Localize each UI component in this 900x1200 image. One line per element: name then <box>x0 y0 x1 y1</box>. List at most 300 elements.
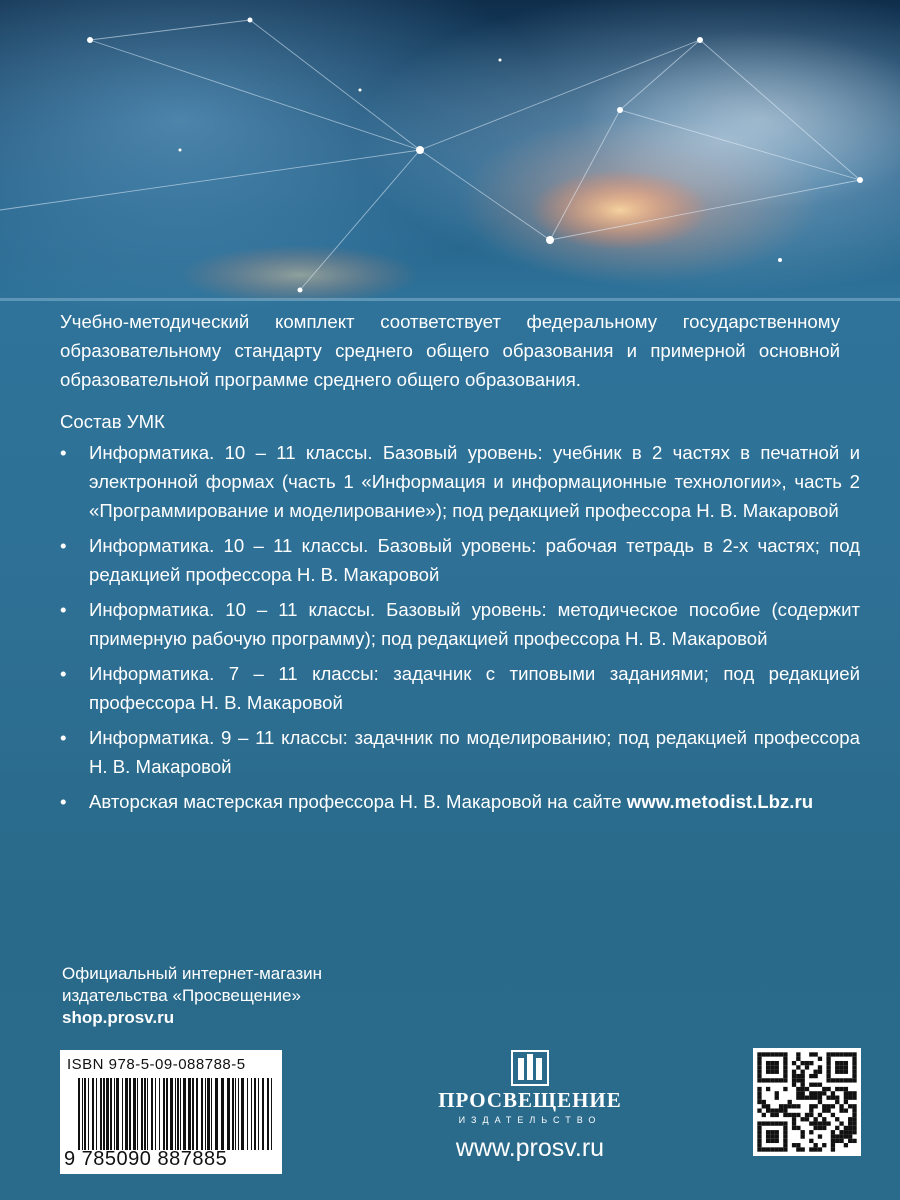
qr-module <box>805 1087 809 1091</box>
qr-module <box>809 1108 813 1112</box>
barcode-bar <box>262 1078 264 1150</box>
barcode-bar <box>241 1078 244 1150</box>
qr-module <box>770 1065 774 1069</box>
qr-module <box>775 1108 779 1112</box>
barcode-bar <box>251 1078 252 1150</box>
qr-module <box>757 1147 761 1151</box>
barcode-bar <box>151 1078 153 1150</box>
qr-module <box>757 1143 761 1147</box>
qr-module <box>762 1078 766 1082</box>
qr-module <box>818 1134 822 1138</box>
qr-module <box>813 1052 817 1056</box>
qr-module <box>783 1134 787 1138</box>
qr-module <box>775 1091 779 1095</box>
qr-module <box>783 1126 787 1130</box>
umk-item-text: Информатика. 10 – 11 классы. Базовый уровень: учебник в 2 частях в печатной и электронной формах (часть 1 «Информация и информационные технологии», часть 2 «Программирование и моделирование»); под редакцией профессора Н. В. Макаровой <box>89 442 860 521</box>
barcode-bar <box>116 1078 119 1150</box>
qr-module <box>813 1104 817 1108</box>
qr-module <box>839 1052 843 1056</box>
bullet-icon: • <box>60 599 67 620</box>
umk-item-text: Информатика. 10 – 11 классы. Базовый уровень: рабочая тетрадь в 2-х частях; под редакцией профессора Н. В. Макаровой <box>89 535 860 585</box>
qr-module <box>783 1074 787 1078</box>
qr-module <box>813 1091 817 1095</box>
qr-module <box>818 1100 822 1104</box>
qr-module <box>783 1065 787 1069</box>
qr-module <box>839 1130 843 1134</box>
qr-module <box>805 1096 809 1100</box>
qr-module <box>826 1057 830 1061</box>
qr-module <box>852 1104 856 1108</box>
qr-module <box>766 1134 770 1138</box>
qr-module <box>809 1130 813 1134</box>
author-line-text: Авторская мастерская профессора Н. В. Макаровой на сайте <box>89 791 622 812</box>
publisher-logo-icon <box>511 1050 549 1086</box>
qr-module <box>831 1091 835 1095</box>
barcode-bar <box>238 1078 239 1150</box>
qr-module <box>852 1117 856 1121</box>
qr-module <box>783 1121 787 1125</box>
qr-module <box>796 1113 800 1117</box>
qr-module <box>822 1117 826 1121</box>
barcode-bar <box>78 1078 80 1150</box>
qr-module <box>826 1061 830 1065</box>
qr-module <box>813 1126 817 1130</box>
qr-module <box>796 1065 800 1069</box>
barcode-bar <box>103 1078 105 1150</box>
umk-author-line <box>60 787 860 816</box>
umk-item <box>60 531 860 589</box>
qr-module <box>826 1070 830 1074</box>
qr-module <box>813 1083 817 1087</box>
barcode-bar <box>137 1078 138 1150</box>
qr-module <box>844 1052 848 1056</box>
qr-module <box>766 1087 770 1091</box>
qr-module <box>831 1143 835 1147</box>
qr-module <box>822 1091 826 1095</box>
qr-module <box>848 1104 852 1108</box>
qr-module <box>796 1057 800 1061</box>
qr-module <box>835 1100 839 1104</box>
qr-module <box>766 1078 770 1082</box>
qr-module <box>813 1096 817 1100</box>
qr-module <box>818 1147 822 1151</box>
qr-module <box>779 1121 783 1125</box>
qr-module <box>848 1096 852 1100</box>
qr-module <box>762 1052 766 1056</box>
qr-module <box>826 1065 830 1069</box>
qr-module <box>831 1134 835 1138</box>
qr-module <box>796 1074 800 1078</box>
qr-module <box>839 1078 843 1082</box>
qr-module <box>775 1147 779 1151</box>
qr-module <box>770 1052 774 1056</box>
barcode-bar <box>180 1078 181 1150</box>
qr-module <box>757 1061 761 1065</box>
qr-module <box>792 1126 796 1130</box>
umk-title: Состав УМК <box>60 411 165 432</box>
qr-module <box>801 1083 805 1087</box>
qr-module <box>813 1070 817 1074</box>
qr-module <box>852 1096 856 1100</box>
qr-module <box>826 1104 830 1108</box>
qr-module <box>757 1121 761 1125</box>
qr-module <box>852 1078 856 1082</box>
qr-module <box>852 1057 856 1061</box>
qr-module <box>775 1121 779 1125</box>
qr-module <box>757 1096 761 1100</box>
barcode-bar <box>133 1078 136 1150</box>
barcode-bar <box>147 1078 148 1150</box>
qr-module <box>805 1065 809 1069</box>
qr-module <box>844 1078 848 1082</box>
qr-module <box>801 1087 805 1091</box>
qr-module <box>822 1108 826 1112</box>
isbn-digits: 9 785090 887885 <box>64 1148 228 1170</box>
qr-module <box>822 1143 826 1147</box>
qr-module <box>839 1139 843 1143</box>
qr-module <box>801 1061 805 1065</box>
qr-module <box>809 1139 813 1143</box>
barcode-bar <box>205 1078 206 1150</box>
isbn-barcode-box <box>60 1050 282 1174</box>
barcode-bar <box>110 1078 112 1150</box>
qr-module <box>796 1087 800 1091</box>
qr-module <box>762 1121 766 1125</box>
barcode-bar <box>141 1078 143 1150</box>
qr-module <box>835 1087 839 1091</box>
qr-module <box>844 1087 848 1091</box>
barcode-bar <box>271 1078 272 1150</box>
qr-module <box>813 1117 817 1121</box>
qr-module <box>835 1052 839 1056</box>
qr-module <box>762 1100 766 1104</box>
qr-module <box>770 1139 774 1143</box>
qr-module <box>844 1143 848 1147</box>
barcode-bar <box>114 1078 115 1150</box>
qr-module <box>796 1126 800 1130</box>
qr-module <box>809 1091 813 1095</box>
qr-module <box>792 1143 796 1147</box>
qr-module <box>792 1061 796 1065</box>
barcode-bar <box>82 1078 83 1150</box>
qr-module <box>805 1061 809 1065</box>
qr-module <box>848 1091 852 1095</box>
barcode-bar <box>159 1078 160 1150</box>
qr-module <box>783 1108 787 1112</box>
qr-module <box>822 1126 826 1130</box>
shop-info <box>62 963 322 1029</box>
qr-module <box>766 1147 770 1151</box>
qr-module <box>826 1096 830 1100</box>
qr-module <box>801 1070 805 1074</box>
qr-module <box>770 1147 774 1151</box>
qr-module <box>770 1113 774 1117</box>
qr-module <box>852 1070 856 1074</box>
qr-module <box>835 1061 839 1065</box>
qr-module <box>831 1078 835 1082</box>
qr-module <box>779 1078 783 1082</box>
qr-module <box>835 1065 839 1069</box>
qr-module <box>801 1096 805 1100</box>
barcode-bar <box>88 1078 89 1150</box>
qr-module <box>844 1096 848 1100</box>
barcode-bar <box>129 1078 131 1150</box>
barcode-bar <box>163 1078 165 1150</box>
qr-module <box>831 1130 835 1134</box>
qr-module <box>818 1057 822 1061</box>
barcode-bar <box>122 1078 123 1150</box>
qr-module <box>770 1130 774 1134</box>
qr-module <box>801 1134 805 1138</box>
barcode-bar <box>106 1078 109 1150</box>
qr-module <box>839 1108 843 1112</box>
qr-module <box>788 1104 792 1108</box>
barcode-bar <box>177 1078 179 1150</box>
qr-module <box>775 1130 779 1134</box>
intro-paragraph: Учебно-методический комплект соответствует федеральному государственному образовательному стандарту среднего общего образования и примерной основной образовательной программе среднего общего образования. <box>60 311 840 390</box>
qr-module <box>835 1139 839 1143</box>
shop-line-2: издательства «Просвещение» <box>62 986 301 1005</box>
qr-module <box>844 1061 848 1065</box>
qr-module <box>770 1134 774 1138</box>
qr-module <box>792 1070 796 1074</box>
shop-line-1: Официальный интернет-магазин <box>62 964 323 983</box>
qr-module <box>796 1147 800 1151</box>
qr-module <box>844 1070 848 1074</box>
qr-module <box>775 1061 779 1065</box>
qr-module <box>844 1091 848 1095</box>
qr-module <box>779 1052 783 1056</box>
barcode-bar <box>183 1078 186 1150</box>
qr-module <box>757 1074 761 1078</box>
qr-module <box>852 1113 856 1117</box>
qr-module <box>839 1104 843 1108</box>
barcode-bar <box>170 1078 173 1150</box>
qr-module <box>839 1061 843 1065</box>
qr-module <box>839 1070 843 1074</box>
barcode-bar <box>192 1078 194 1150</box>
qr-module <box>848 1126 852 1130</box>
qr-module <box>826 1121 830 1125</box>
qr-module <box>852 1139 856 1143</box>
barcode-bar <box>100 1078 102 1150</box>
qr-module <box>792 1117 796 1121</box>
barcode-bar <box>175 1078 176 1150</box>
barcode-bar <box>125 1078 128 1150</box>
publisher-subtitle: ИЗДАТЕЛЬСТВО <box>458 1115 602 1125</box>
qr-module <box>766 1108 770 1112</box>
qr-module <box>801 1078 805 1082</box>
art-divider <box>0 298 900 301</box>
qr-module <box>792 1074 796 1078</box>
qr-module <box>818 1096 822 1100</box>
umk-item-text: Информатика. 9 – 11 классы: задачник по моделированию; под редакцией профессора Н. В. Макаровой <box>89 727 860 777</box>
qr-module <box>809 1147 813 1151</box>
qr-module <box>775 1134 779 1138</box>
qr-module <box>822 1121 826 1125</box>
qr-module <box>831 1096 835 1100</box>
qr-module <box>835 1134 839 1138</box>
shop-url-link[interactable]: shop.prosv.ru <box>62 1008 175 1027</box>
qr-module <box>805 1117 809 1121</box>
qr-module <box>783 1143 787 1147</box>
author-site-link[interactable]: www.metodist.Lbz.ru <box>626 791 814 812</box>
qr-module <box>766 1061 770 1065</box>
qr-module <box>792 1113 796 1117</box>
qr-module <box>770 1121 774 1125</box>
qr-module <box>770 1070 774 1074</box>
qr-module <box>826 1087 830 1091</box>
qr-module <box>839 1087 843 1091</box>
barcode-bar <box>96 1078 97 1150</box>
qr-module <box>844 1126 848 1130</box>
barcode-bar <box>84 1078 86 1150</box>
qr-module <box>766 1130 770 1134</box>
qr-module <box>766 1104 770 1108</box>
qr-module <box>783 1087 787 1091</box>
qr-module <box>852 1108 856 1112</box>
barcode-bar <box>232 1078 234 1150</box>
qr-module <box>796 1052 800 1056</box>
qr-module <box>809 1052 813 1056</box>
qr-module <box>783 1139 787 1143</box>
qr-module <box>757 1091 761 1095</box>
qr-module <box>783 1130 787 1134</box>
qr-module <box>757 1100 761 1104</box>
isbn-label: ISBN 978-5-09-088788-5 <box>67 1056 246 1073</box>
qr-module <box>852 1121 856 1125</box>
qr-module <box>818 1113 822 1117</box>
qr-module <box>831 1139 835 1143</box>
qr-module <box>809 1083 813 1087</box>
barcode-bar <box>211 1078 212 1150</box>
barcode-icon <box>78 1078 274 1150</box>
qr-module <box>783 1147 787 1151</box>
qr-module <box>792 1121 796 1125</box>
qr-module <box>779 1108 783 1112</box>
qr-module <box>835 1126 839 1130</box>
qr-module <box>757 1078 761 1082</box>
qr-module <box>818 1070 822 1074</box>
qr-module <box>757 1057 761 1061</box>
qr-module <box>757 1065 761 1069</box>
publisher-block <box>420 1050 640 1180</box>
qr-module <box>831 1147 835 1151</box>
qr-module <box>779 1104 783 1108</box>
barcode-bar <box>155 1078 156 1150</box>
qr-module <box>775 1113 779 1117</box>
qr-module <box>809 1061 813 1065</box>
qr-module <box>844 1065 848 1069</box>
qr-module <box>766 1121 770 1125</box>
qr-module <box>822 1104 826 1108</box>
qr-module <box>809 1096 813 1100</box>
barcode-bar <box>258 1078 259 1150</box>
qr-module <box>844 1134 848 1138</box>
qr-module <box>757 1130 761 1134</box>
qr-module <box>848 1139 852 1143</box>
qr-module <box>835 1078 839 1082</box>
bullet-icon: • <box>60 663 67 684</box>
qr-module <box>826 1052 830 1056</box>
bullet-icon: • <box>60 727 67 748</box>
qr-module <box>783 1057 787 1061</box>
bullet-icon: • <box>60 442 67 463</box>
barcode-bar <box>235 1078 236 1150</box>
qr-module <box>775 1052 779 1056</box>
qr-module <box>826 1074 830 1078</box>
qr-module <box>770 1078 774 1082</box>
qr-module <box>792 1078 796 1082</box>
qr-module <box>835 1096 839 1100</box>
umk-item <box>60 438 860 525</box>
qr-module <box>801 1130 805 1134</box>
qr-module <box>805 1113 809 1117</box>
qr-module <box>783 1113 787 1117</box>
barcode-bar <box>254 1078 256 1150</box>
qr-module <box>757 1139 761 1143</box>
qr-module <box>844 1130 848 1134</box>
qr-module <box>818 1121 822 1125</box>
qr-module <box>770 1061 774 1065</box>
qr-module <box>848 1130 852 1134</box>
qr-module <box>783 1078 787 1082</box>
qr-module <box>831 1104 835 1108</box>
bullet-icon: • <box>60 535 67 556</box>
qr-module <box>766 1139 770 1143</box>
barcode-bar <box>247 1078 248 1150</box>
barcode-bar <box>221 1078 224 1150</box>
qr-module <box>757 1052 761 1056</box>
qr-module <box>809 1074 813 1078</box>
qr-module <box>818 1083 822 1087</box>
qr-module <box>766 1070 770 1074</box>
qr-module <box>766 1065 770 1069</box>
qr-module <box>775 1070 779 1074</box>
qr-module <box>826 1108 830 1112</box>
qr-module <box>757 1126 761 1130</box>
umk-item <box>60 723 860 781</box>
qr-module <box>835 1117 839 1121</box>
qr-module <box>844 1108 848 1112</box>
barcode-bar <box>227 1078 230 1150</box>
qr-module <box>852 1126 856 1130</box>
qr-module <box>831 1052 835 1056</box>
umk-list <box>60 438 860 816</box>
publisher-site-link[interactable]: www.prosv.ru <box>455 1134 605 1162</box>
qr-module <box>788 1113 792 1117</box>
barcode-bar <box>207 1078 210 1150</box>
barcode-bar <box>188 1078 191 1150</box>
qr-module <box>762 1113 766 1117</box>
qr-module <box>848 1121 852 1125</box>
qr-module <box>783 1104 787 1108</box>
qr-module <box>757 1108 761 1112</box>
qr-module <box>757 1087 761 1091</box>
qr-module <box>848 1078 852 1082</box>
qr-module <box>831 1113 835 1117</box>
qr-module <box>801 1074 805 1078</box>
barcode-bar <box>92 1078 94 1150</box>
qr-module <box>839 1134 843 1138</box>
barcode-bar <box>267 1078 269 1150</box>
umk-item <box>60 595 860 653</box>
qr-module <box>792 1104 796 1108</box>
qr-module <box>809 1104 813 1108</box>
qr-module <box>757 1134 761 1138</box>
qr-module <box>796 1096 800 1100</box>
qr-module <box>788 1100 792 1104</box>
